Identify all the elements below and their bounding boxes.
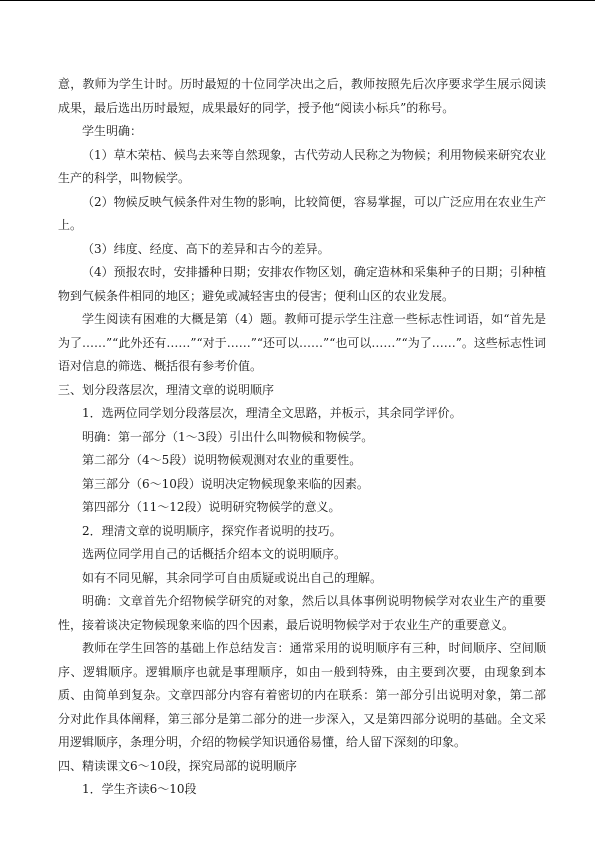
paragraph: 第二部分（4～5段）说明物候观测对农业的重要性。 (82, 453, 362, 467)
paragraph: 意，教师为学生计时。历时最短的十位同学决出之后，教师按照先后次序要求学生展示阅读成果，最后选出历时最短，成果最好的同学，授予他“阅读小标兵”的称号。 (58, 77, 546, 115)
paragraph: 1．学生齐读6～10段 (82, 782, 197, 796)
paragraph: 1．选两位同学划分段落层次，理清全文思路，并板示，其余同学评价。 (82, 406, 462, 420)
paragraph: 选两位同学用自己的话概括介绍本文的说明顺序。 (82, 547, 347, 561)
paragraph: 明确：文章首先介绍物候学研究的对象，然后以具体事例说明物候学对农业生产的重要性，接着谈决定物候现象来临的四个因素，最后说明物候学对于农业生产的重要意义。 (58, 594, 546, 632)
section-heading: 三、划分段落层次，理清文章的说明顺序 (58, 382, 275, 397)
paragraph: （1）草木荣枯、候鸟去来等自然现象，古代劳动人民称之为物候；利用物候来研究农业生产的科学，叫物候学。 (58, 147, 546, 185)
paragraph: 明确：第一部分（1～3段）引出什么叫物候和物候学。 (82, 429, 374, 444)
paragraph: 2．理清文章的说明顺序，探究作者说明的技巧。 (82, 523, 342, 538)
paragraph: （2）物候反映气候条件对生物的影响，比较简便，容易掌握，可以广泛应用在农业生产上。 (58, 194, 546, 232)
header-rule (0, 0, 595, 1)
paragraph: （4）预报农时，安排播种日期；安排农作物区划，确定造林和采集种子的日期；引种植物到气候条件相同的地区；避免或减轻害虫的侵害；便利山区的农业发展。 (58, 265, 546, 303)
paragraph: 教师在学生回答的基础上作总结发言：通常采用的说明顺序有三种，时间顺序、空间顺序、逻辑顺序。逻辑顺序也就是事理顺序，如由一般到特殊，由主要到次要，由现象到本质、由简单到复杂。文章四部分内容有着密切的内在联系：第一部分引出说明对象，第二部分对此作具体阐释，第三部分是第二部分的进一步深入，又是第四部分说明的基础。全文采用逻辑顺序，条理分明，介绍的物候学知识通俗易懂，给人留下深刻的印象。 (58, 641, 546, 749)
paragraph: 学生阅读有困难的大概是第（4）题。教师可提示学生注意一些标志性词语，如“首先是为了……”“此外还有……”“对于……”“还可以……”“也可以……”“为了……”。这些标志性词语对信息的筛选、概括很有参考价值。 (58, 312, 546, 373)
paragraph: （3）纬度、经度、高下的差异和古今的差异。 (82, 241, 330, 256)
section-heading: 四、精读课文6～10段，探究局部的说明顺序 (58, 758, 297, 773)
document-body (58, 73, 546, 802)
paragraph: 第三部分（6～10段）说明决定物候现象来临的因素。 (82, 476, 369, 491)
paragraph: 第四部分（11～12段）说明研究物候学的意义。 (82, 500, 341, 514)
paragraph: 如有不同见解，其余同学可自由质疑或说出自己的理解。 (82, 570, 383, 585)
paragraph: 学生明确： (82, 124, 143, 138)
